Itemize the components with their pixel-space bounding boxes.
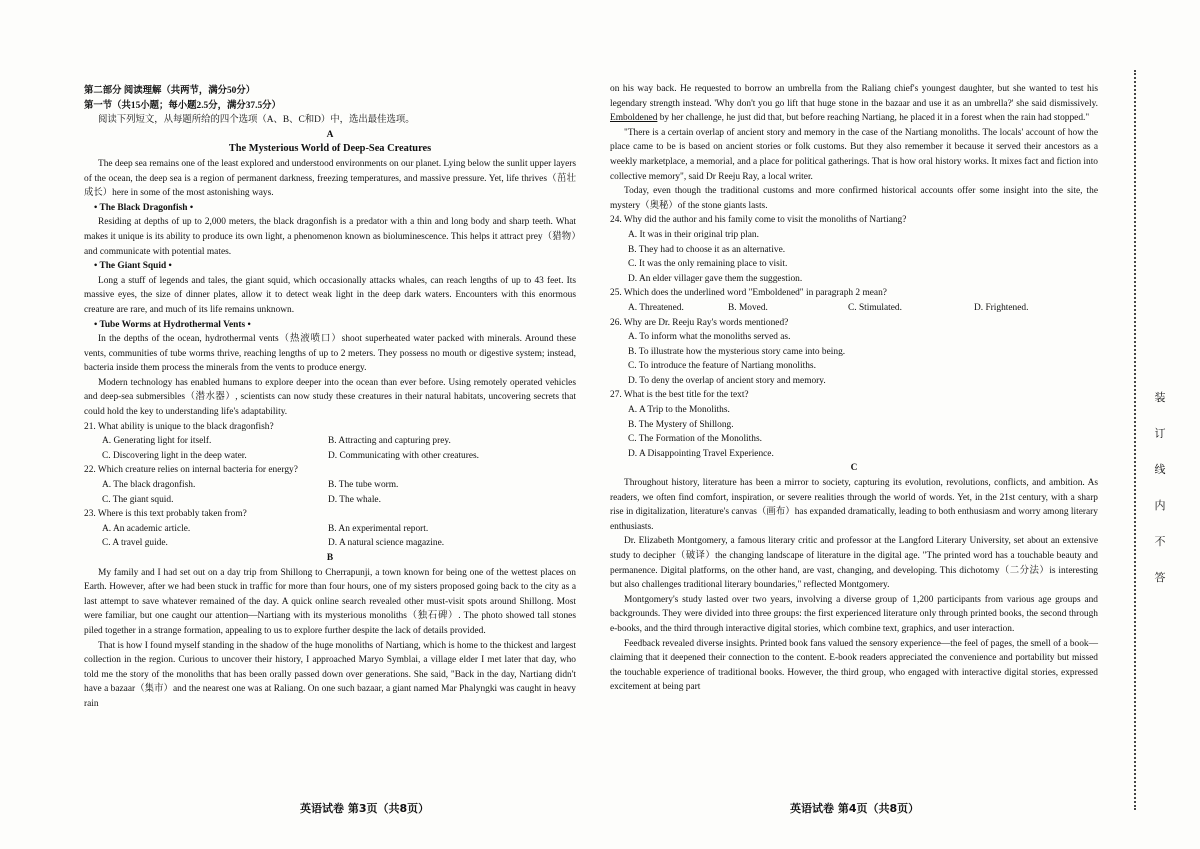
question-24: 24. Why did the author and his family come to visit the monoliths of Nartiang? [610, 215, 907, 226]
option-c: C. It was the only remaining place to visit. [628, 259, 788, 270]
option-a: A. Threatened. [628, 302, 684, 313]
passage-c-para-3: Montgomery's study lasted over two years, involving a diverse group of 1,200 participants from various age groups and backgrounds. They were divided into three groups: the first experienced literature only through printed books, the second through e-books, and the third through interactive digital stories, which combine text, graphics, and user interaction. [610, 594, 1098, 634]
option-b: B. Attracting and capturing prey. [328, 436, 451, 447]
passage-a-para-4: In the depths of the ocean, hydrothermal vents（热液喷口）shoot superheated water packed with minerals. Around these vents, communities of tube worms thrive, reaching lengths of up to 2 meters. They possess no mouth or digestive system; instead, bacteria inside them process the minerals from the vents to produce energy. [84, 334, 576, 374]
passage-b-para-3 [610, 82, 1098, 126]
option-b: B. The tube worm. [328, 480, 399, 491]
passage-a-para-2: Residing at depths of up to 2,000 meters, the black dragonfish is a predator with a thin and long body and sharp teeth. What makes it unique is its ability to produce its own light, a phenomenon known as bioluminescence. This helps it attract prey（猎物）and communicate with potential mates. [84, 217, 576, 257]
question-25: 25. Which does the underlined word "Emboldened" in paragraph 2 mean? [610, 288, 887, 299]
option-a: A. It was in their original trip plan. [628, 229, 759, 240]
question-26-options [610, 330, 1098, 388]
option-d: D. To deny the overlap of ancient story and memory. [628, 375, 826, 386]
binding-text [1150, 380, 1170, 596]
binding-line [1134, 70, 1136, 810]
page-footer-left: 英语试卷 第3页（共8页） [300, 802, 430, 815]
option-b: B. They had to choose it as an alternative. [628, 244, 786, 255]
binding-char: 装 [1154, 391, 1166, 404]
left-column [84, 84, 576, 712]
option-d: D. Frightened. [974, 302, 1029, 313]
option-d: D. An elder villager gave them the suggestion. [628, 273, 803, 284]
option-b: B. Moved. [728, 302, 768, 313]
page-footer-right: 英语试卷 第4页（共8页） [790, 802, 920, 815]
option-c: C. A travel guide. [102, 538, 168, 549]
question-27: 27. What is the best title for the text? [610, 390, 749, 401]
subheading-dragonfish: • The Black Dragonfish • [94, 202, 194, 213]
subheading-squid: • The Giant Squid • [94, 261, 172, 272]
question-27-options [610, 403, 1098, 461]
subheading-tube-worms: • Tube Worms at Hydrothermal Vents • [94, 319, 251, 330]
question-24-options [610, 228, 1098, 286]
option-d: D. A Disappointing Travel Experience. [628, 448, 774, 459]
option-a: A. Generating light for itself. [102, 436, 212, 447]
option-a: A. To inform what the monoliths served as. [628, 332, 791, 343]
question-23: 23. Where is this text probably taken from? [84, 509, 247, 520]
section-header: 第一节（共15小题；每小题2.5分，满分37.5分） [84, 100, 281, 111]
option-b: B. The Mystery of Shillong. [628, 419, 734, 430]
instructions: 阅读下列短文，从每题所给的四个选项（A、B、C和D）中，选出最佳选项。 [98, 115, 415, 126]
passage-a-para-3: Long a stuff of legends and tales, the giant squid, which occasionally attacks whales, can reach lengths of up to 43 feet. Its massive eyes, the size of dinner plates, allow it to detect weak light in the deep dark waters. Encounters with this enormous creature are rare, and much of its life remains unknown. [84, 275, 576, 315]
option-a: A. The black dragonfish. [102, 480, 196, 491]
question-21-options [84, 434, 576, 463]
question-25-options [610, 301, 1098, 316]
passage-a-label: A [326, 129, 334, 140]
option-d: D. A natural science magazine. [328, 538, 445, 549]
binding-char: 内 [1154, 499, 1166, 512]
option-d: D. The whale. [328, 494, 381, 505]
option-c: C. The giant squid. [102, 494, 174, 505]
option-c: C. Stimulated. [848, 302, 902, 313]
passage-b-para-4: "There is a certain overlap of ancient story and memory in the case of the Nartiang monoliths. The locals' account of how the place came to be is based on ancient stories or folk customs. But they also remember it because it served their ancestors as a weekly marketplace, a memorial, and a place for political gatherings. That is how oral history works. It mixes fact and fiction into collective memory", said Dr Reeju Ray, a local writer. [610, 127, 1098, 182]
option-b: B. To illustrate how the mysterious story came into being. [628, 346, 846, 357]
passage-a-title: The Mysterious World of Deep-Sea Creatures [228, 143, 432, 155]
option-a: A. An academic article. [102, 523, 191, 534]
right-column [610, 82, 1098, 695]
option-b: B. An experimental report. [328, 523, 429, 534]
binding-char: 订 [1154, 427, 1166, 440]
passage-c-para-1: Throughout history, literature has been a mirror to society, capturing its evolution, revolutions, conflicts, and ambition. As readers, we often find comfort, inspiration, or severe realities through the world of words. Yet, in the 21st century, with a sharp rise in digitalization, literature's canvas（画布）has expanded dramatically, leading to both enthusiasm and worry among literary enthusiasts. [610, 478, 1098, 532]
question-21: 21. What ability is unique to the black dragonfish? [84, 421, 274, 432]
option-c: C. Discovering light in the deep water. [102, 450, 247, 461]
passage-b-para-5: Today, even though the traditional customs and more confirmed historical accounts offer some insight into the site, the mystery（奥秘）of the stone giants lasts. [610, 186, 1098, 211]
part-header: 第二部分 阅读理解（共两节，满分50分） [84, 86, 256, 96]
question-26: 26. Why are Dr. Reeju Ray's words mentioned? [610, 317, 789, 328]
option-c: C. To introduce the feature of Nartiang monoliths. [628, 361, 816, 372]
binding-char: 线 [1154, 463, 1166, 476]
underlined-word: Emboldened [610, 113, 658, 124]
para-text: on his way back. He requested to borrow an umbrella from the Raliang chief's youngest daughter, but she wanted to test his legendary strength instead. 'Why don't you go lift that huge stone in the bazaar and use it as an umbrella?' she said dismissively. [610, 84, 1098, 109]
option-d: D. Communicating with other creatures. [328, 450, 480, 461]
binding-char: 不 [1154, 535, 1166, 548]
passage-c-para-2: Dr. Elizabeth Montgomery, a famous literary critic and professor at the Langford Literary University, set about an extensive study to decipher（破译）the changing landscape of literature in the digital age. "The printed word has a touchable beauty and permanence. Digital platforms, on the other hand, are vast, changing, and developing. This dichotomy（二分法）is interesting but also challenges traditional literary boundaries," reflected Montgomery. [610, 536, 1098, 591]
passage-b-para-1: My family and I had set out on a day trip from Shillong to Cherrapunji, a town known for being one of the wettest places on Earth. However, after we had been stuck in traffic for more than four hours, one of my sisters proposed going back to the city as a last attempt to save whatever remained of the day. A quick online search revealed other must-visit spots around Shillong. Most were familiar, but one caught our attention—Nartiang with its mysterious monoliths（独石碑）. The photo showed tall stones piled together in a strange formation, appealing to us to explore further despite the lack of details provided. [84, 567, 576, 636]
question-22: 22. Which creature relies on internal bacteria for energy? [84, 465, 298, 476]
question-22-options [84, 478, 576, 507]
question-23-options [84, 522, 576, 551]
binding-char: 答 [1154, 571, 1166, 584]
passage-c-para-4: Feedback revealed diverse insights. Printed book fans valued the sensory experience—the feel of pages, the smell of a book—claiming that it deepened their connection to the content. E-book readers appreciated the convenience and portability but missed the touchable experience of traditional books. However, the third group, who engaged with interactive digital stories, expressed excitement at being part [610, 638, 1098, 693]
passage-b-para-2: That is how I found myself standing in the shadow of the huge monoliths of Nartiang, which is home to the thickest and largest collection in the region. Curious to uncover their history, I approached Maryo Symblai, a village elder I met later that day, who told me the story of the monoliths that has been orally passed down over generations. She said, "Back in the day, Nartiang didn't have a bazaar（集市）and the nearest one was at Raliang. On one such bazaar, a giant named Mar Phalyngki was caught in heavy rain [84, 640, 576, 709]
passage-b-label: B [326, 553, 334, 563]
passage-a-para-1: The deep sea remains one of the least explored and understood environments on our planet. Lying below the sunlit upper layers of the ocean, the deep sea is a region of permanent darkness, freezing temperatures, and massive pressure. Yet, life thrives（茁壮成长）here in some of the most astonishing ways. [84, 158, 576, 199]
passage-c-label: C [850, 463, 858, 474]
option-a: A. A Trip to the Monoliths. [628, 405, 730, 416]
option-c: C. The Formation of the Monoliths. [628, 434, 762, 445]
passage-a-para-5: Modern technology has enabled humans to explore deeper into the ocean than ever before. Using remotely operated vehicles and deep-sea submersibles（潜水器）, scientists can now study these creatures in their natural habitats, uncovering secrets that could hold the key to understanding life's adaptability. [84, 377, 576, 418]
para-text: by her challenge, he just did that, but before reaching Nartiang, he placed it in a forest when the rain had stopped." [657, 113, 1090, 124]
